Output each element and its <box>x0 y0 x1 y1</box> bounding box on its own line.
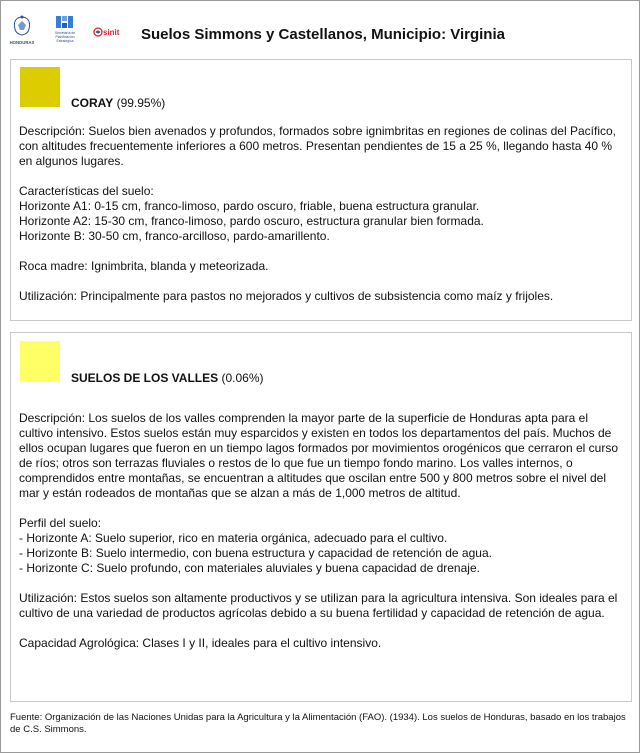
soil-name: CORAY <box>71 96 114 110</box>
soil-use: Utilización: Principalmente para pastos no mejorados y cultivos de subsistencia como maíz y frijoles. <box>19 289 554 303</box>
horizon-line: - Horizonte C: Suelo profundo, con materiales aluviales y buena capacidad de drenaje. <box>19 561 480 575</box>
soil-color-swatch <box>20 341 60 381</box>
agrologic-capacity: Capacidad Agrológica: Clases I y II, ideales para el cultivo intensivo. <box>19 636 382 650</box>
soil-details <box>19 124 623 304</box>
soil-heading <box>71 96 165 110</box>
svg-text:Secretaría de: Secretaría de <box>54 31 76 35</box>
soil-percent: (99.95%) <box>116 96 166 110</box>
soil-card-valles <box>10 332 632 702</box>
soil-heading <box>71 371 264 385</box>
soil-description: Descripción: Suelos bien avenados y profundos, formados sobre ignimbritas en regiones de colinas del Pacífico, con altitudes frecuentemente inferiores a 600 metros. Presentan pendientes de 15 a 25 %, llegando hasta 40 % en algunos lugares. <box>19 124 616 168</box>
source-footnote: Fuente: Organización de las Naciones Unidas para la Agricultura y la Alimentación (FAO). (1934). Los suelos de Honduras, basado en los trabajos de C.S. Simmons. <box>10 712 626 735</box>
soil-description: Descripción: Los suelos de los valles comprenden la mayor parte de la superficie de Honduras apta para el cultivo intensivo. Estos suelos están muy esparcidos y existen en todos los departamentos del país. Muchos de ellos ocupan lugares que fueron en un tiempo lagos formados por movimientos orogénicos que cerraron el curso de ríos; otros son terrazas fluviales o restos de lo que fue un tiempo fondo marino. Los valles internos, o comprendidos entre montañas, se encuentran a altitudes que oscilan entre 500 y 800 metros sobre el nivel del mar y están rodeados de montañas que se alzan a más de 1,000 metros de altitud. <box>19 411 619 500</box>
horizon-line: Horizonte A1: 0-15 cm, franco-limoso, pardo oscuro, friable, buena estructura granular. <box>19 199 480 213</box>
horizon-line: - Horizonte B: Suelo intermedio, con buena estructura y capacidad de retención de agua. <box>19 546 492 560</box>
svg-text:Estratégica: Estratégica <box>56 39 74 43</box>
soil-use: Utilización: Estos suelos son altamente productivos y se utilizan para la agricultura intensiva. Son ideales para el cultivo de una variedad de productos agrícolas debido a su buena fertilidad y capacidad de retención de agua. <box>19 591 618 620</box>
svg-text:sinit: sinit <box>103 28 120 37</box>
honduras-logo <box>9 13 35 49</box>
sph-logo <box>47 14 83 48</box>
soil-percent: (0.06%) <box>221 371 264 385</box>
svg-text:Planificación: Planificación <box>55 35 75 39</box>
horizon-line: - Horizonte A: Suelo superior, rico en materia orgánica, adecuado para el cultivo. <box>19 531 448 545</box>
soil-details <box>19 411 623 651</box>
soil-name: SUELOS DE LOS VALLES <box>71 371 219 385</box>
horizon-line: Horizonte B: 30-50 cm, franco-arcilloso, pardo-amarillento. <box>19 229 330 243</box>
soil-color-swatch <box>20 67 60 107</box>
horizon-line: Horizonte A2: 15-30 cm, franco-limoso, pardo oscuro, estructura granular bien formada. <box>19 214 484 228</box>
header <box>1 1 639 59</box>
profile-title: Perfil del suelo: <box>19 516 102 530</box>
profile-title: Características del suelo: <box>19 184 154 198</box>
soil-card-coray <box>10 59 632 321</box>
parent-material: Roca madre: Ignimbrita, blanda y meteorizada. <box>19 259 269 273</box>
svg-text:HONDURAS: HONDURAS <box>9 40 35 45</box>
page-title: Suelos Simmons y Castellanos, Municipio: Virginia <box>141 26 505 43</box>
sinit-logo <box>93 25 129 39</box>
